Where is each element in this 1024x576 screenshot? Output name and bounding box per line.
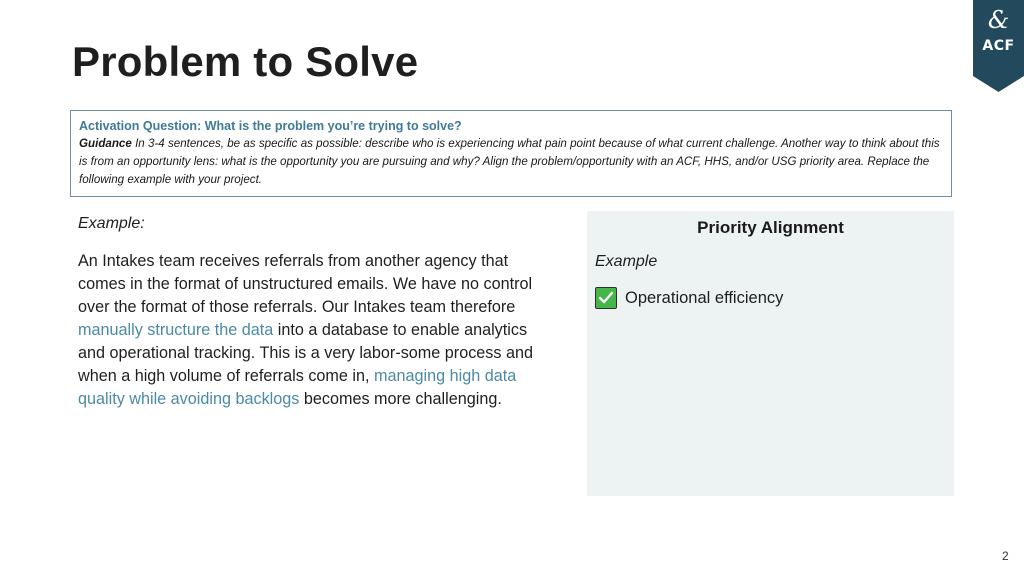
example-body (78, 250, 548, 411)
priority-example-label: Example (595, 253, 658, 270)
guidance-text-block (79, 135, 943, 189)
checkmark-icon (598, 291, 614, 305)
priority-alignment-title: Priority Alignment (697, 218, 844, 237)
highlight-manual-structure: manually structure the data (78, 321, 274, 339)
guidance-text: In 3-4 sentences, be as specific as possible: describe who is experiencing what pain point because of what current challenge. Another way to think about this is from an opportunity lens: what is the opportunity you are pursuing and why? Align the problem/opportunity with an ACF, HHS, and/or USG priority area. Replace the following example with your project. (79, 137, 940, 186)
example-text-1: An Intakes team receives referrals from another agency that comes in the format of unstructured emails. We have no control over the format of those referrals. Our Intakes team therefore (78, 252, 533, 316)
example-column (78, 214, 548, 411)
guidance-label: Guidance (79, 137, 132, 150)
page-number: 2 (1002, 549, 1009, 563)
priority-item (595, 287, 783, 309)
page-title: Problem to Solve (72, 38, 419, 85)
example-text-3: becomes more challenging. (299, 390, 502, 408)
guidance-box (70, 110, 952, 197)
ampersand-icon: & (987, 6, 1010, 34)
logo-text: ACF (982, 38, 1015, 54)
acf-logo (973, 0, 1024, 92)
highlight-data-quality: managing high data quality while avoiding backlogs (78, 367, 517, 408)
example-text-2: into a database to enable analytics and operational tracking. This is a very labor-some process and when a high volume of referrals come in, (78, 321, 533, 385)
priority-item-label: Operational efficiency (625, 289, 784, 307)
activation-question: Activation Question: What is the problem you’re trying to solve? (79, 119, 462, 133)
example-label: Example: (78, 215, 145, 232)
checkbox-checked-icon (595, 287, 617, 309)
priority-alignment-panel (587, 211, 954, 496)
